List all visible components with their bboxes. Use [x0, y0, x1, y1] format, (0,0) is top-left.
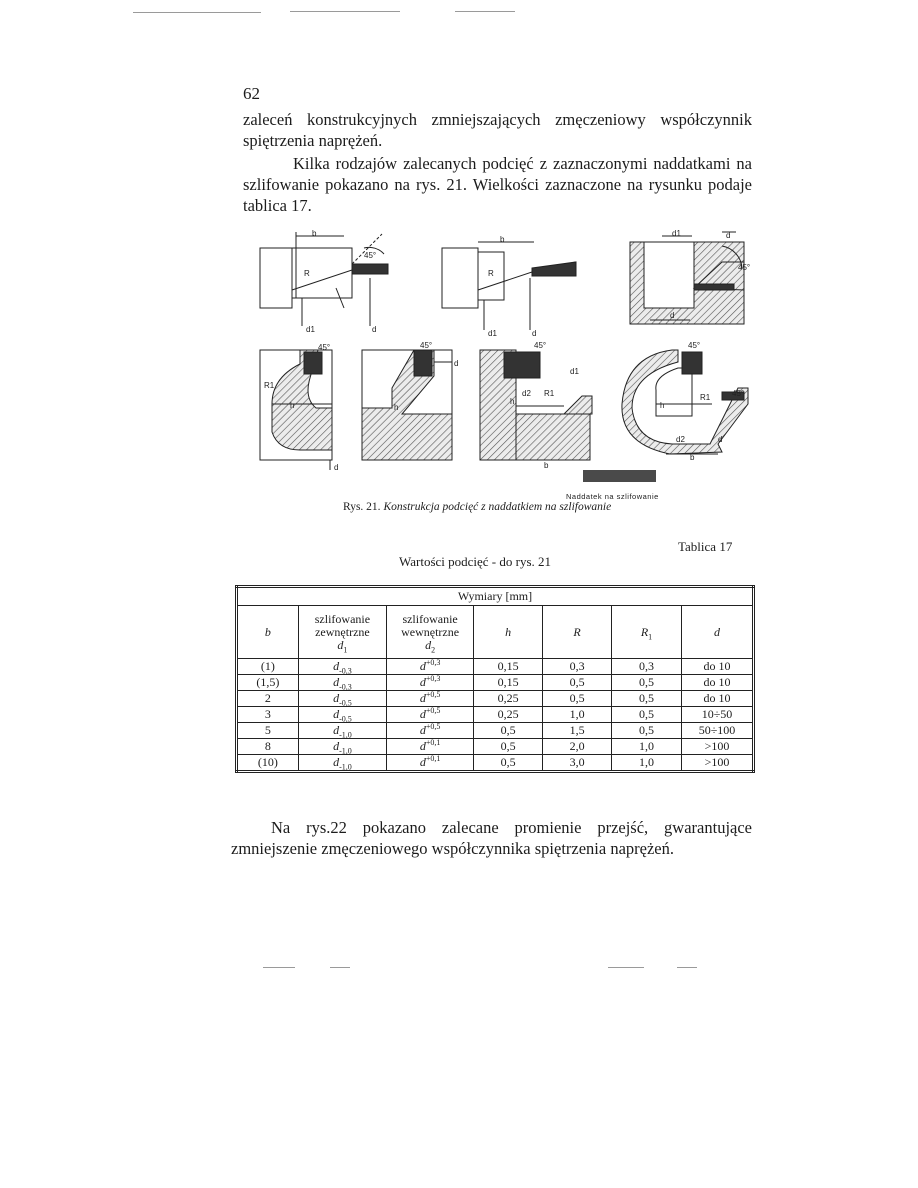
cell-R1: 1,0	[612, 755, 682, 772]
label-d: d	[334, 463, 339, 472]
cell-d1: $d_{-0,3}$	[298, 675, 386, 691]
label-d1: d1	[570, 367, 579, 376]
cell-R1: 0,5	[612, 723, 682, 739]
cell-h: 0,25	[474, 707, 543, 723]
cell-R1: 0,5	[612, 707, 682, 723]
label-r1: R1	[264, 381, 275, 390]
table-row	[237, 723, 754, 739]
label-h: h	[660, 401, 665, 410]
label-d: d	[454, 359, 459, 368]
table-row	[237, 739, 754, 755]
cell-R1: 1,0	[612, 739, 682, 755]
label-b: b	[500, 235, 505, 244]
cell-b: 3	[237, 707, 299, 723]
paragraph	[243, 153, 752, 216]
table-header-row	[237, 587, 754, 606]
paragraph: zaleceń konstrukcyjnych zmniejszających zmęczeniowy współczynnik spiętrzenia naprężeń.	[243, 110, 752, 150]
paragraph: Na rys.22 pokazano zalecane promienie przejść, gwarantujące zmniejszenie zmęczeniowego współczynnika spiętrzenia naprężeń.	[231, 818, 752, 858]
scan-artifact-line	[455, 11, 515, 12]
undercut-values-table	[235, 585, 755, 773]
cell-d2: $d^{+0,5}$	[387, 707, 474, 723]
cell-R: 0,3	[543, 659, 612, 675]
figure-caption	[343, 501, 611, 513]
cell-d2: $d^{+0,3}$	[387, 675, 474, 691]
cell-d1: $d_{-1,0}$	[298, 739, 386, 755]
cell-d: 50÷100	[681, 723, 753, 739]
undercut-diagram-6	[480, 341, 592, 470]
span-header: Wymiary [mm]	[237, 587, 754, 606]
cell-b: (10)	[237, 755, 299, 772]
cell-d2: $d^{+0,1}$	[387, 755, 474, 772]
allowance-legend-swatch	[583, 470, 656, 482]
header-b: b	[237, 606, 299, 659]
cell-d1: $d_{-0,5}$	[298, 691, 386, 707]
undercut-diagram-1	[260, 229, 388, 334]
cell-h: 0,15	[474, 659, 543, 675]
caption-prefix: Rys. 21.	[343, 501, 381, 513]
label-r: R	[304, 269, 310, 278]
table-header-row	[237, 606, 754, 659]
label-h: h	[510, 397, 515, 406]
label-angle: 45°	[688, 341, 701, 350]
table-row	[237, 707, 754, 723]
scan-artifact-line	[677, 967, 697, 968]
scan-artifact-line	[133, 12, 261, 13]
cell-d: >100	[681, 739, 753, 755]
table-body	[237, 659, 754, 772]
cell-R1: 0,3	[612, 659, 682, 675]
label-d: d	[532, 329, 537, 338]
cell-d: do 10	[681, 691, 753, 707]
cell-b: (1)	[237, 659, 299, 675]
cell-h: 0,25	[474, 691, 543, 707]
cell-b: 5	[237, 723, 299, 739]
page-number: 62	[243, 84, 260, 103]
label-d1: d1	[306, 325, 315, 334]
header-d: d	[681, 606, 753, 659]
cell-d2: $d^{+0,5}$	[387, 723, 474, 739]
label-angle: 45°	[534, 341, 547, 350]
label-d: d	[718, 435, 723, 444]
cell-d2: $d^{+0,5}$	[387, 691, 474, 707]
label-r: R	[488, 269, 494, 278]
cell-d: >100	[681, 755, 753, 772]
label-d1: d1	[672, 229, 681, 238]
table-row	[237, 755, 754, 772]
allowance-legend-label: Naddatek na szlifowanie	[566, 492, 659, 501]
table-label: Tablica 17	[678, 539, 733, 554]
label-b: b	[690, 453, 695, 462]
label-r1: R1	[700, 393, 711, 402]
cell-b: 8	[237, 739, 299, 755]
label-angle: 45°	[364, 251, 377, 260]
scan-artifact-line	[608, 967, 644, 968]
cell-b: (1,5)	[237, 675, 299, 691]
label-angle: 45°	[318, 343, 331, 352]
label-b: b	[312, 229, 317, 238]
cell-R: 0,5	[543, 691, 612, 707]
cell-d2: $d^{+0,3}$	[387, 659, 474, 675]
cell-b: 2	[237, 691, 299, 707]
undercut-diagram-4	[260, 343, 338, 472]
header-d2: szlifowanie wewnętrzne $d_2$	[387, 606, 474, 659]
cell-R: 1,0	[543, 707, 612, 723]
cell-h: 0,5	[474, 723, 543, 739]
cell-h: 0,5	[474, 755, 543, 772]
undercut-diagram-2	[442, 235, 576, 338]
label-angle: 45°	[732, 389, 745, 398]
scan-artifact-line	[330, 967, 350, 968]
undercut-drawing-figure	[252, 228, 752, 493]
header-h: h	[474, 606, 543, 659]
cell-d1: $d_{-1,0}$	[298, 723, 386, 739]
table-title: Wartości podcięć - do rys. 21	[399, 554, 552, 569]
label-angle: 45°	[420, 341, 433, 350]
label-r1: R1	[544, 389, 555, 398]
cell-d: do 10	[681, 675, 753, 691]
cell-d: do 10	[681, 659, 753, 675]
paragraph-text: Kilka rodzajów zalecanych podcięć z zaznaczonymi naddatkami na szlifowanie pokazano na rys. 21. Wielkości zaznaczone na rysunku podaje tablica 17.	[243, 154, 752, 215]
header-d1: szlifowanie zewnętrzne $d_1$	[298, 606, 386, 659]
cell-d1: $d_{-1,0}$	[298, 755, 386, 772]
caption-text: Konstrukcja podcięć z naddatkiem na szlifowanie	[383, 501, 612, 513]
header-R: R	[543, 606, 612, 659]
cell-d: 10÷50	[681, 707, 753, 723]
label-b: b	[544, 461, 549, 470]
cell-d1: $d_{-0,5}$	[298, 707, 386, 723]
cell-R1: 0,5	[612, 691, 682, 707]
label-d: d	[726, 231, 731, 240]
undercut-diagram-7	[622, 341, 748, 462]
cell-d2: $d^{+0,1}$	[387, 739, 474, 755]
header-R1: $R_1$	[612, 606, 682, 659]
scan-artifact-line	[263, 967, 295, 968]
cell-R: 0,5	[543, 675, 612, 691]
cell-h: 0,5	[474, 739, 543, 755]
undercut-diagram-3	[630, 229, 750, 324]
cell-R1: 0,5	[612, 675, 682, 691]
label-h: h	[394, 403, 399, 412]
cell-h: 0,15	[474, 675, 543, 691]
cell-R: 3,0	[543, 755, 612, 772]
label-h: h	[290, 401, 295, 410]
cell-R: 2,0	[543, 739, 612, 755]
table-row	[237, 659, 754, 675]
cell-d1: $d_{-0,3}$	[298, 659, 386, 675]
undercut-diagram-5	[362, 341, 458, 460]
label-d2: d2	[522, 389, 531, 398]
cell-R: 1,5	[543, 723, 612, 739]
table-row	[237, 691, 754, 707]
label-d: d	[670, 311, 675, 320]
label-d1: d1	[488, 329, 497, 338]
label-d2: d2	[676, 435, 685, 444]
label-d: d	[372, 325, 377, 334]
scan-artifact-line	[290, 11, 400, 12]
table-row	[237, 675, 754, 691]
label-angle: 45°	[738, 263, 751, 272]
